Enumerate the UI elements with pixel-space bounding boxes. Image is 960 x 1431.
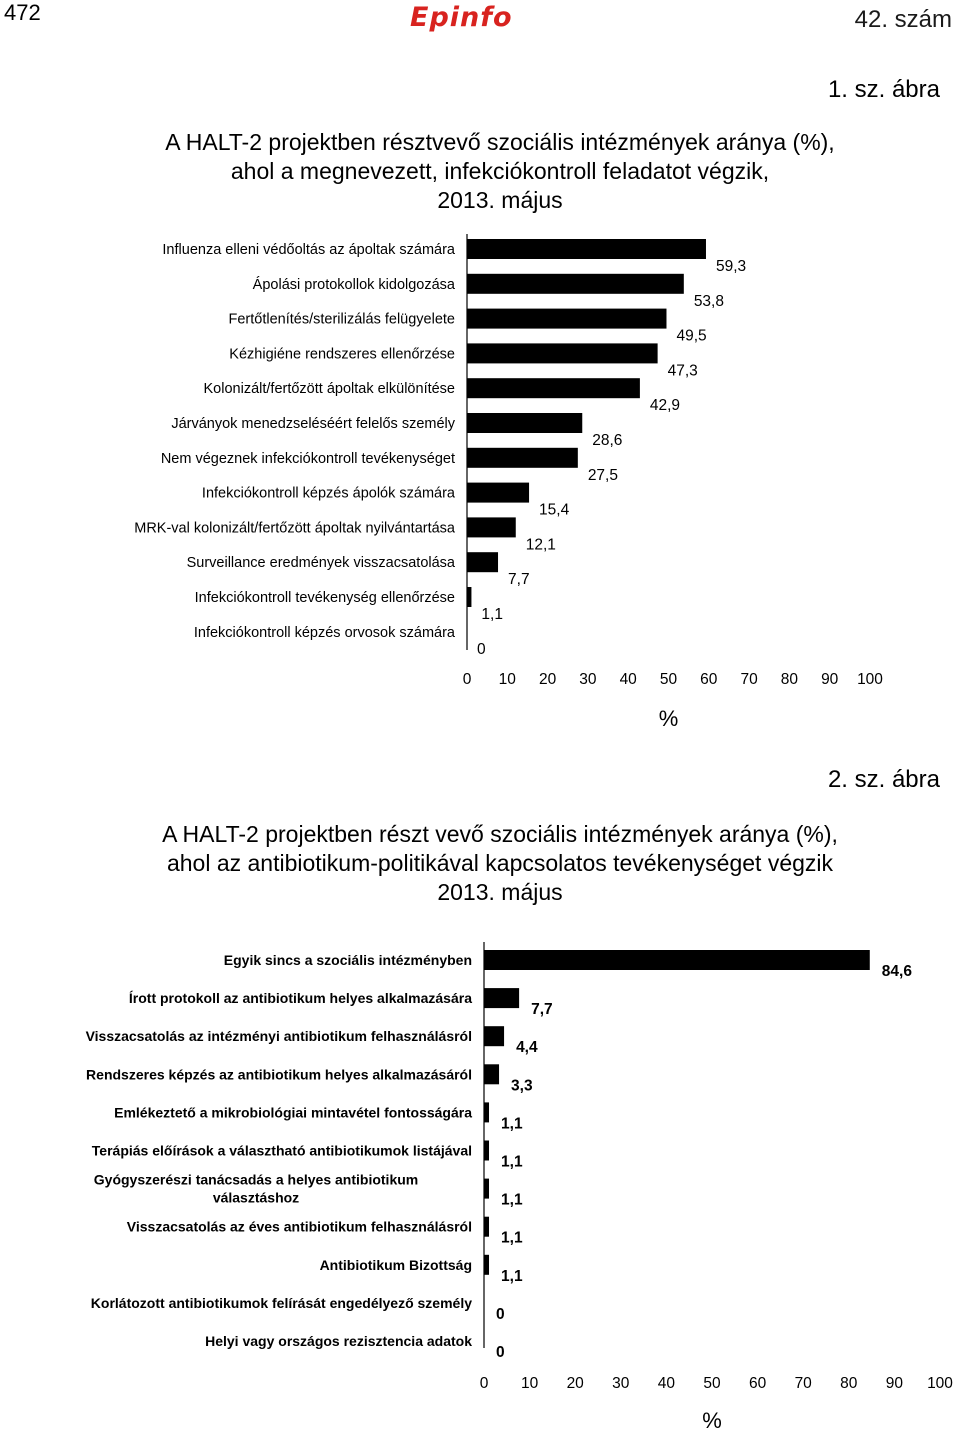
x-tick-label: 60 (748, 1375, 767, 1392)
bar (484, 988, 519, 1008)
value-label: 1,1 (501, 1229, 523, 1247)
epinfo-logo: Epinfo (410, 2, 513, 33)
figure-2-title (60, 820, 940, 907)
bar (467, 413, 582, 433)
x-tick-label: 80 (780, 671, 799, 688)
category-label: Írott protokoll az antibiotikum helyes alkalmazására (128, 990, 472, 1007)
x-axis-label: % (702, 1408, 722, 1431)
category-label: Kolonizált/fertőzött ápoltak elkülönítése (203, 381, 455, 398)
x-tick-label: 30 (612, 1375, 630, 1392)
category-label-line: választáshoz (212, 1189, 300, 1206)
bar (484, 1141, 489, 1161)
category-label: Fertőtlenítés/sterilizálás felügyelete (228, 311, 455, 328)
bar (484, 1026, 504, 1046)
bar (467, 587, 471, 607)
value-label: 12,1 (525, 536, 556, 554)
category-label: Egyik sincs a szociális intézményben (223, 952, 472, 968)
figure-2-bar-chart (0, 930, 960, 1430)
value-label: 47,3 (667, 362, 698, 380)
value-label: 1,1 (501, 1153, 523, 1171)
x-tick-label: 50 (659, 671, 678, 688)
bar (484, 1255, 489, 1275)
category-label: Emlékeztető a mikrobiológiai mintavétel fontosságára (114, 1104, 472, 1121)
bar (467, 239, 706, 259)
category-label: Nem végeznek infekciókontroll tevékenységet (160, 450, 455, 467)
bar (467, 343, 658, 363)
value-label: 0 (477, 640, 486, 658)
category-label: Infekciókontroll képzés ápolók számára (201, 485, 455, 502)
category-label: Ápolási protokollok kidolgozása (252, 276, 455, 293)
bar (484, 1179, 489, 1199)
x-tick-label: 20 (538, 671, 557, 688)
category-label: Visszacsatolás az intézményi antibiotikum felhasználásról (85, 1028, 472, 1045)
category-label: MRK-val kolonizált/fertőzött ápoltak nyilvántartása (134, 520, 455, 537)
x-tick-label: 30 (579, 671, 597, 688)
x-tick-label: 100 (857, 671, 883, 688)
category-label: Korlátozott antibiotikumok felírását engedélyező személy (90, 1294, 472, 1311)
category-label: Járványok menedzseléséért felelős személy (171, 416, 455, 432)
category-label: Infekciókontroll képzés orvosok számára (193, 624, 455, 641)
bar (467, 309, 666, 329)
figure-1-title-line: ahol a megnevezett, infekciókontroll feladatot végzik, (230, 158, 770, 184)
x-tick-label: 70 (740, 671, 758, 688)
x-tick-label: 70 (794, 1375, 812, 1392)
value-label: 3,3 (511, 1077, 533, 1095)
bar (467, 483, 529, 503)
bar (467, 448, 578, 468)
category-label: Kézhigiéne rendszeres ellenőrzése (229, 346, 455, 363)
bar (484, 1102, 489, 1122)
x-tick-label: 40 (657, 1375, 676, 1392)
value-label: 1,1 (501, 1267, 523, 1285)
figure-2-title-line: A HALT-2 projektben részt vevő szociális intézmények aránya (%), (162, 821, 838, 847)
category-label: Terápiás előírások a választható antibiotikumok listájával (91, 1142, 472, 1159)
bar (467, 517, 516, 537)
category-label: Surveillance eredmények visszacsatolása (186, 555, 455, 572)
value-label: 42,9 (649, 397, 681, 415)
figure-1-title-line: A HALT-2 projektben résztvevő szociális intézmények aránya (%), (165, 129, 835, 155)
value-label: 53,8 (693, 292, 724, 310)
x-tick-label: 40 (619, 671, 637, 688)
x-tick-label: 10 (498, 671, 516, 688)
value-label: 84,6 (881, 963, 912, 980)
value-label: 1,1 (501, 1191, 523, 1209)
x-tick-label: 80 (840, 1375, 858, 1392)
bar (467, 274, 684, 294)
x-tick-label: 10 (520, 1375, 539, 1392)
category-label: Rendszeres képzés az antibiotikum helyes alkalmazásáról (86, 1066, 472, 1083)
x-axis-label: % (658, 706, 679, 731)
value-label: 1,1 (481, 606, 503, 623)
x-tick-label: 60 (700, 671, 718, 688)
bar (484, 1217, 489, 1237)
bar (467, 552, 498, 572)
value-label: 1,1 (501, 1115, 523, 1133)
x-tick-label: 90 (821, 671, 839, 688)
figure-2-title-line: 2013. május (437, 879, 563, 905)
figure-1-title-line: 2013. május (437, 187, 563, 213)
figure-1-label: 1. sz. ábra (827, 76, 940, 103)
x-tick-label: 90 (885, 1375, 904, 1392)
page-number: 472 (4, 0, 41, 25)
category-label: Helyi vagy országos rezisztencia adatok (205, 1333, 472, 1349)
value-label: 7,7 (531, 1001, 553, 1019)
bar (467, 378, 640, 398)
x-tick-label: 0 (479, 1375, 489, 1392)
x-tick-label: 0 (462, 671, 472, 688)
x-tick-label: 20 (566, 1375, 584, 1392)
value-label: 15,4 (539, 501, 570, 519)
figure-1-title (60, 128, 940, 215)
value-label: 27,5 (587, 466, 618, 484)
category-label (94, 1172, 418, 1206)
bar (484, 950, 870, 970)
category-label: Influenza elleni védőoltás az ápoltak számára (162, 242, 455, 258)
value-label: 49,5 (676, 327, 707, 345)
value-label: 28,6 (592, 432, 623, 449)
value-label: 59,3 (715, 258, 747, 275)
category-label: Antibiotikum Bizottság (319, 1256, 472, 1273)
x-tick-label: 100 (927, 1375, 953, 1392)
value-label: 0 (496, 1344, 505, 1361)
value-label: 7,7 (508, 571, 530, 589)
figure-1-bar-chart (0, 232, 960, 752)
value-label: 0 (496, 1305, 505, 1323)
value-label: 4,4 (516, 1039, 538, 1057)
category-label-line: Gyógyszerészi tanácsadás a helyes antibiotikum (93, 1171, 419, 1188)
issue-number: 42. szám (854, 6, 952, 33)
x-tick-label: 50 (703, 1375, 721, 1392)
figure-2-label: 2. sz. ábra (827, 766, 940, 793)
bar (484, 1064, 499, 1084)
category-label: Infekciókontroll tevékenység ellenőrzése (194, 590, 455, 606)
category-label: Visszacsatolás az éves antibiotikum felhasználásról (126, 1218, 472, 1235)
figure-2-title-line: ahol az antibiotikum-politikával kapcsolatos tevékenységet végzik (166, 850, 834, 876)
